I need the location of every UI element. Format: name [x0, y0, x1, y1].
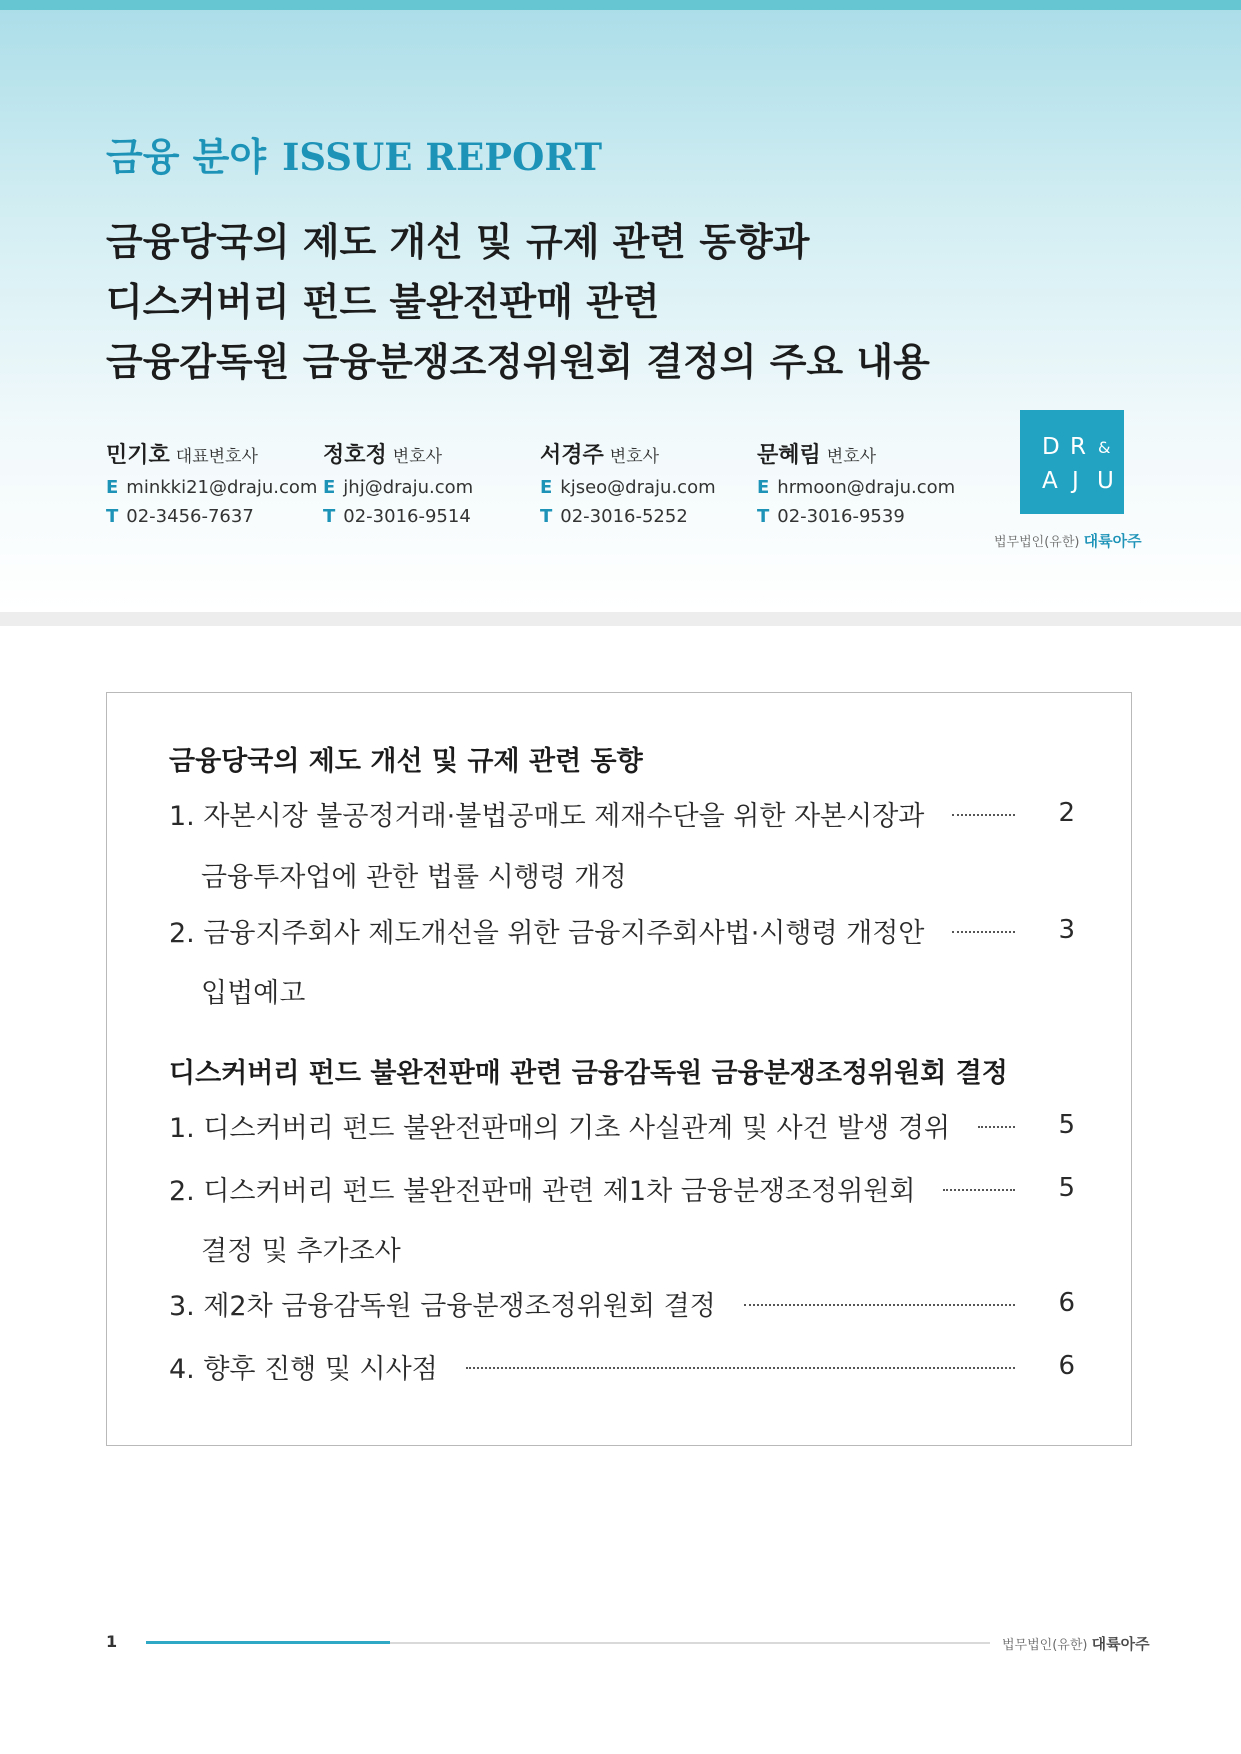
author-card: [757, 438, 967, 527]
logo-caption: [994, 530, 1142, 551]
toc-page-number: 5: [1058, 1110, 1075, 1140]
author-email[interactable]: jhj@draju.com: [343, 477, 474, 498]
toc-entry-text: 2. 디스커버리 펀드 불완전판매 관련 제1차 금융분쟁조정위원회: [169, 1175, 916, 1207]
report-category: 금융 분야: [106, 135, 267, 179]
toc-leader-dots: [943, 1189, 1015, 1191]
author-phone: 02-3016-5252: [560, 506, 688, 527]
logo-letter: R: [1070, 434, 1086, 460]
author-phone: 02-3016-9539: [777, 506, 905, 527]
toc-entry[interactable]: [169, 1277, 1075, 1329]
toc-entry[interactable]: [169, 904, 1075, 956]
footer-brand-name: 대륙아주: [1091, 1635, 1150, 1653]
logo-caption-prefix: 법무법인(유한): [994, 535, 1080, 550]
author-role: 대표변호사: [175, 447, 258, 467]
toc-page-number: 6: [1058, 1288, 1075, 1318]
author-phone: 02-3016-9514: [343, 506, 471, 527]
toc-entry-text: 1. 자본시장 불공정거래·불법공매도 제재수단을 위한 자본시장과: [169, 800, 925, 832]
report-title: [106, 212, 930, 392]
email-label: E: [757, 477, 770, 498]
table-of-contents: [106, 692, 1132, 1446]
email-label: E: [540, 477, 553, 498]
toc-page-number: 2: [1058, 798, 1075, 828]
title-line: 디스커버리 펀드 불완전판매 관련: [106, 280, 660, 324]
toc-entry-text: 3. 제2차 금융감독원 금융분쟁조정위원회 결정: [169, 1290, 716, 1322]
author-name: 문혜림: [757, 443, 821, 468]
footer-rule-accent: [146, 1641, 390, 1644]
logo-letter: A: [1042, 468, 1058, 494]
author-name: 민기호: [106, 443, 170, 468]
phone-label: T: [106, 506, 119, 527]
phone-label: T: [757, 506, 770, 527]
author-name: 서경주: [540, 443, 604, 468]
author-name: 정호정: [323, 443, 387, 468]
toc-leader-dots: [978, 1126, 1015, 1128]
toc-entry-continuation: 결정 및 추가조사: [201, 1236, 401, 1267]
firm-logo: [1020, 410, 1124, 514]
author-role: 변호사: [609, 447, 660, 467]
toc-page-number: 5: [1058, 1173, 1075, 1203]
author-card: [540, 438, 750, 527]
report-kicker: [106, 126, 602, 181]
header-top-line: [0, 0, 1241, 10]
toc-entry[interactable]: [169, 1099, 1075, 1151]
toc-entry[interactable]: [169, 1162, 1075, 1214]
author-email[interactable]: minkki21@draju.com: [126, 477, 318, 498]
title-line: 금융당국의 제도 개선 및 규제 관련 동향과: [106, 220, 810, 264]
email-label: E: [106, 477, 119, 498]
author-card: [106, 438, 316, 527]
author-email[interactable]: hrmoon@draju.com: [777, 477, 956, 498]
toc-leader-dots: [744, 1304, 1015, 1306]
toc-entry[interactable]: [169, 787, 1075, 839]
toc-page-number: 6: [1058, 1351, 1075, 1381]
author-role: 변호사: [392, 447, 443, 467]
toc-section-heading: 디스커버리 펀드 불완전판매 관련 금융감독원 금융분쟁조정위원회 결정: [169, 1058, 1008, 1089]
logo-caption-brand: 대륙아주: [1083, 532, 1142, 550]
toc-entry-text: 2. 금융지주회사 제도개선을 위한 금융지주회사법·시행령 개정안: [169, 917, 925, 949]
footer-brand: [1002, 1633, 1150, 1654]
author-card: [323, 438, 533, 527]
author-phone: 02-3456-7637: [126, 506, 254, 527]
page-number: 1: [106, 1632, 118, 1651]
toc-entry[interactable]: [169, 1340, 1075, 1392]
logo-letter: U: [1097, 468, 1114, 494]
section-divider: [0, 612, 1241, 626]
author-email[interactable]: kjseo@draju.com: [560, 477, 716, 498]
logo-letter: D: [1042, 434, 1060, 460]
toc-entry-continuation: 금융투자업에 관한 법률 시행령 개정: [201, 862, 627, 893]
report-label: ISSUE REPORT: [282, 135, 602, 179]
author-role: 변호사: [826, 447, 877, 467]
logo-letter: J: [1072, 468, 1079, 494]
footer-brand-prefix: 법무법인(유한): [1002, 1638, 1088, 1653]
email-label: E: [323, 477, 336, 498]
toc-leader-dots: [952, 814, 1015, 816]
toc-leader-dots: [466, 1367, 1015, 1369]
logo-letter: &: [1098, 438, 1111, 457]
toc-entry-continuation: 입법예고: [201, 978, 306, 1009]
toc-section-heading: 금융당국의 제도 개선 및 규제 관련 동향: [169, 746, 643, 777]
title-line: 금융감독원 금융분쟁조정위원회 결정의 주요 내용: [106, 340, 930, 384]
toc-entry-text: 4. 향후 진행 및 시사점: [169, 1353, 438, 1385]
toc-leader-dots: [952, 931, 1015, 933]
toc-entry-text: 1. 디스커버리 펀드 불완전판매의 기초 사실관계 및 사건 발생 경위: [169, 1112, 951, 1144]
phone-label: T: [540, 506, 553, 527]
phone-label: T: [323, 506, 336, 527]
toc-page-number: 3: [1058, 915, 1075, 945]
